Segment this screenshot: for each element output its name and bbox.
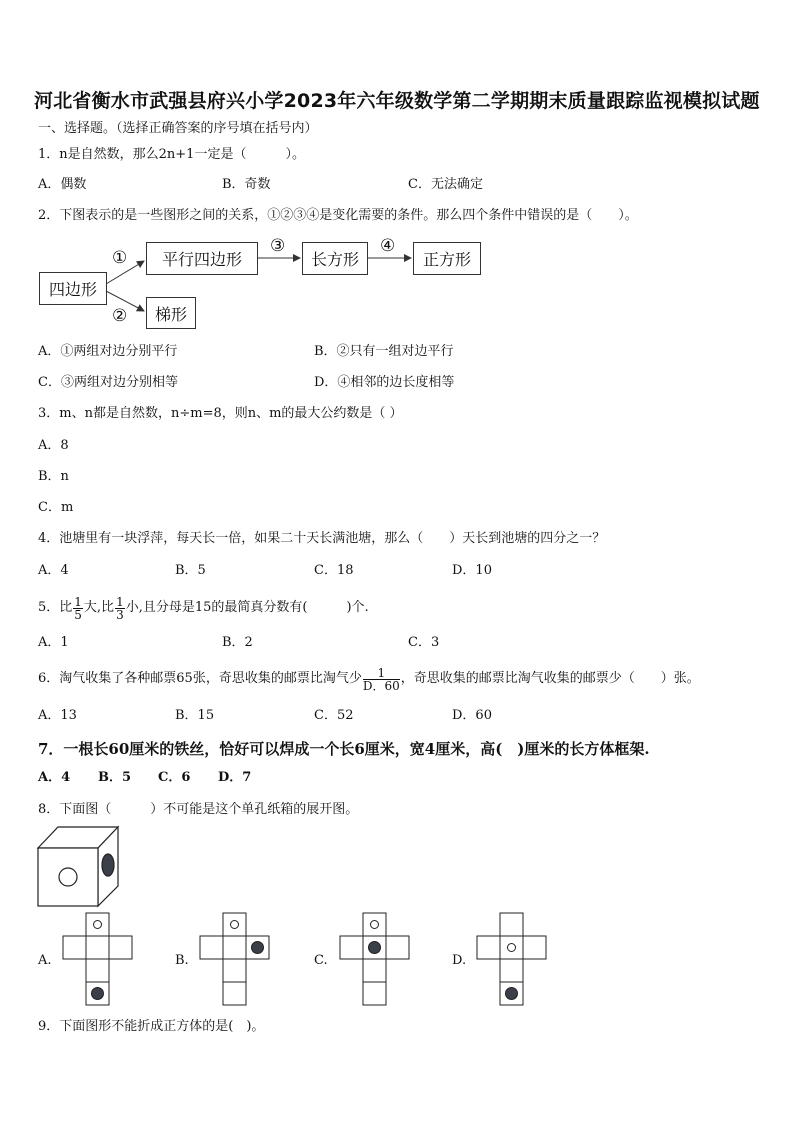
- question-8-option-a: A.: [38, 953, 52, 968]
- single-hole-box-cube: [38, 827, 118, 906]
- question-4-stem: 4．池塘里有一块浮萍，每天长一倍，如果二十天长满池塘，那么（ ）天长到池塘的四分之一？: [38, 531, 606, 546]
- question-7-option-b: B．5: [98, 770, 132, 785]
- parallelogram-box: 平行四边形: [146, 242, 258, 275]
- question-6-option-d: D．60: [452, 708, 492, 723]
- question-7-option-d: D．7: [218, 770, 252, 785]
- question-7-stem: 7．一根长60厘米的铁丝，恰好可以焊成一个长6厘米，宽4厘米，高( )厘米的长方体框架.: [38, 740, 650, 758]
- fraction-one-third: $\frac{1}{3}$: [116, 594, 124, 622]
- trapezoid-box: 梯形: [146, 297, 196, 329]
- question-1-option-b: B．奇数: [222, 177, 271, 192]
- q6-text-post: ，奇思收集的邮票比淘气收集的邮票少（ ）张。: [400, 671, 700, 686]
- question-3-option-c: C．m: [38, 500, 74, 515]
- question-1-option-c: C．无法确定: [408, 177, 483, 192]
- net-b: [200, 913, 269, 1005]
- condition-3-label: ③: [270, 236, 286, 256]
- question-3-option-b: B．n: [38, 469, 69, 484]
- question-1-stem: 1．n是自然数，那么2n+1一定是（ ）。: [38, 147, 305, 162]
- rectangle-box: 长方形: [302, 242, 368, 275]
- question-2-option-a: A．①两组对边分别平行: [38, 344, 178, 359]
- question-8-option-b: B.: [175, 953, 189, 968]
- question-6-option-a: A．13: [38, 708, 77, 723]
- question-4-option-c: C．18: [314, 563, 354, 578]
- question-5-option-a: A．1: [38, 635, 69, 650]
- question-1-option-a: A．偶数: [38, 177, 87, 192]
- question-2-stem: 2．下图表示的是一些图形之间的关系，①②③④是变化需要的条件。那么四个条件中错误的是（ ）。: [38, 208, 638, 223]
- question-3-option-a: A．8: [38, 438, 69, 453]
- condition-4-label: ④: [380, 236, 396, 256]
- q5-text-pre: 5．比: [38, 600, 73, 615]
- net-a: [63, 913, 132, 1005]
- question-9-stem: 9．下面图形不能折成正方体的是( )。: [38, 1019, 265, 1034]
- question-2-option-b: B．②只有一组对边平行: [314, 344, 454, 359]
- question-2-option-d: D．④相邻的边长度相等: [314, 375, 455, 390]
- question-7-option-c: C．6: [158, 770, 191, 785]
- q5-text-post: 小,且分母是15的最简真分数有( )个.: [125, 600, 369, 615]
- net-d: [477, 913, 546, 1005]
- quadrilateral-box: 四边形: [39, 272, 107, 305]
- question-2-option-c: C．③两组对边分别相等: [38, 375, 178, 390]
- section-heading: 一、选择题。（选择正确答案的序号填在括号内）: [38, 121, 318, 136]
- question-5-option-c: C．3: [408, 635, 440, 650]
- net-c: [340, 913, 409, 1005]
- page-title: 河北省衡水市武强县府兴小学2023年六年级数学第二学期期末质量跟踪监视模拟试题: [34, 90, 760, 112]
- question-6-option-b: B．15: [175, 708, 215, 723]
- square-box: 正方形: [413, 242, 481, 275]
- question-8-option-d: D.: [452, 953, 467, 968]
- question-5-option-b: B．2: [222, 635, 253, 650]
- fraction-one-fifth: $\frac{1}{5}$: [74, 594, 82, 622]
- question-8-option-c: C.: [314, 953, 328, 968]
- question-8-stem: 8．下面图（ ）不可能是这个单孔纸箱的展开图。: [38, 802, 359, 817]
- q5-text-mid: 大,比: [83, 600, 115, 615]
- question-7-option-a: A．4: [38, 770, 71, 785]
- question-4-option-b: B．5: [175, 563, 206, 578]
- fraction-one-fifth-q6: $\frac{1}{D.60}$: [362, 665, 400, 693]
- question-6-option-c: C．52: [314, 708, 354, 723]
- condition-1-label: ①: [112, 248, 128, 268]
- question-4-option-d: D．10: [452, 563, 492, 578]
- question-4-option-a: A．4: [38, 563, 69, 578]
- q6-text-pre: 6．淘气收集了各种邮票65张，奇思收集的邮票比淘气少: [38, 671, 362, 686]
- condition-2-label: ②: [112, 306, 128, 326]
- question-3-stem: 3．m、n都是自然数，n÷m=8，则n、m的最大公约数是（ ）: [38, 406, 403, 421]
